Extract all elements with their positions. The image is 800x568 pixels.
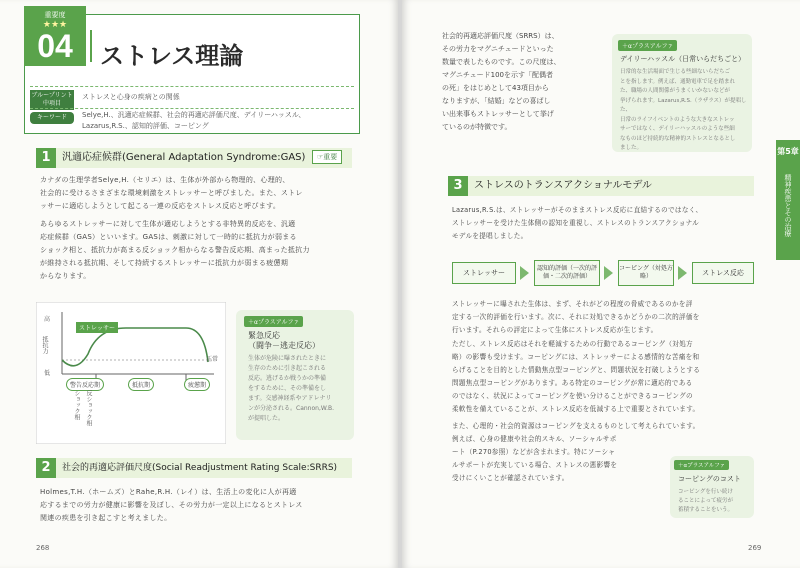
note-line: 生体が危険に曝されたときに xyxy=(248,355,327,362)
pointing-hand-icon: ☞ xyxy=(317,153,324,161)
text-line: モデルを提唱しました。 xyxy=(452,232,528,240)
page-number-right: 269 xyxy=(748,544,762,552)
note-line: サーではなく、デイリーハッスルのような些細 xyxy=(620,126,735,132)
note-line: なものほど持続的な精神的ストレスとなるとし xyxy=(620,135,736,142)
flow-arrow-icon xyxy=(604,266,613,280)
note-1-label: ＋αプラスアルファ xyxy=(244,316,303,327)
keywords-line-2: Lazarus,R.S.、認知的評価、コーピング xyxy=(82,122,209,130)
note-2-heading: デイリーハッスル（日常いらだちごと） xyxy=(620,55,746,63)
note-line: ました。 xyxy=(620,145,643,151)
note-line: 日常のライフイベントのような大きなストレッ xyxy=(620,116,735,123)
text-line: 応症候群（GAS）といいます。GASは、刺激に対して一時的に抵抗力が弱まる xyxy=(40,233,297,241)
phase-label: 抵抗期 xyxy=(128,378,154,391)
note-line: が提唱した。 xyxy=(248,415,285,422)
blueprint-text: ストレスと心身の疾病との関係 xyxy=(82,93,180,101)
important-badge-label: 重要 xyxy=(323,153,338,161)
section-2-paragraph xyxy=(40,486,352,525)
text-line: 柔軟性を備えていることが、ストレス反応を低減する上で重要とされています。 xyxy=(452,405,700,413)
note-line: コーピングを行い続け xyxy=(678,489,733,495)
chart-y-high: 高 xyxy=(44,316,51,323)
text-line: また、心理的・社会的資源はコーピングを支えるものとして考えられています。 xyxy=(452,422,700,430)
text-line: ッサーに適応しようとして起こる一連の反応をストレス反応と呼びます。 xyxy=(40,202,281,210)
flow-arrow-icon xyxy=(520,266,529,280)
text-line: 関連の疾患を引き起こすと考えました。 xyxy=(40,514,172,522)
phase-label: 疲憊期 xyxy=(184,378,210,391)
note-3-heading: コーピングのコスト xyxy=(678,475,741,483)
section-1-title: 汎適応症候群(General Adaptation Syndrome:GAS) xyxy=(62,152,306,163)
text-line: なりますが、「結婚」などの喜ばし xyxy=(442,97,551,105)
note-line: 日常的な生活場面で生じる些細ないらだちご xyxy=(620,69,731,75)
text-line: 定する一次的評価を行います。次に、それに対処できるかどうかの二次的評価を xyxy=(452,313,700,321)
note-line: をするために、その準備をし xyxy=(248,385,327,392)
side-chapter: 第5章 xyxy=(777,147,799,156)
note-2-body xyxy=(620,68,748,154)
side-chapter-title: 精神疾患とその治療 xyxy=(784,173,792,237)
note-3-label: ＋αプラスアルファ xyxy=(674,460,729,470)
section-2-number: 2 xyxy=(36,458,56,478)
text-line: 問題焦点型コーピングがあります。ある特定のコーピングが常に適応的である xyxy=(452,379,693,387)
subphase-label: 反ショック相 xyxy=(85,390,92,426)
flow-arrow-icon xyxy=(678,266,687,280)
chapter-number: 04 xyxy=(37,28,73,64)
page-title: ストレス理論 xyxy=(100,42,244,70)
chart-frame xyxy=(36,302,226,444)
section-1-paragraph-2 xyxy=(40,218,352,283)
section-3-paragraph-1 xyxy=(452,298,758,337)
keyword-tag: キーワード xyxy=(30,112,74,124)
text-line: ルサポートが充実している場合、ストレスの悪影響を xyxy=(452,461,618,469)
note-line: 挙げられます。Lazarus,R.S.（ラザラス）が提唱した、 xyxy=(620,97,747,113)
text-line: 応するまでの労力が健康に影響を及ぼし、その労力が一定以上になるとストレス xyxy=(40,501,303,509)
note-line: 蓄積することをいう。 xyxy=(678,507,734,513)
text-line: ただし、ストレス反応はそれを軽減するための行動であるコーピング（対処方 xyxy=(452,340,693,348)
flow-stressor: ストレッサー xyxy=(452,262,516,284)
section-3-title: ストレスのトランスアクショナルモデル xyxy=(474,180,652,191)
blueprint-tag: ブループリント中項目 xyxy=(30,90,74,110)
note-line: た、職場の人間関係がうまくいかないなどが xyxy=(620,88,731,94)
text-line: 略）の影響も受けます。コーピングには、ストレッサーによる感情的な苦痛を和 xyxy=(452,353,700,361)
text-line: が維持される抵抗期、そして持続するストレッサーに抵抗力が弱まる疲憊期 xyxy=(40,259,289,267)
page-number-left: 268 xyxy=(36,544,50,552)
section-1-number: 1 xyxy=(36,148,56,168)
chart-y-label: 抵抗力 xyxy=(41,336,48,354)
section-1-paragraph-1 xyxy=(40,174,352,213)
note-3-body xyxy=(678,488,750,515)
title-separator xyxy=(90,30,92,62)
text-line: い出来事もストレッサーとして挙げ xyxy=(442,110,554,118)
note-1-body xyxy=(248,354,352,424)
text-line: その労力をマグニチュードといった xyxy=(442,45,554,53)
note-line: 反応。逃げるか戦うかの準備 xyxy=(248,375,327,382)
note-1-subheading: （闘争－逃走反応） xyxy=(248,341,320,350)
section-3-intro xyxy=(452,204,758,243)
text-line: のではなく、状況によってコーピングを使い分けることができるコーピングの xyxy=(452,392,693,400)
text-line: あらゆるストレッサーに対して生体が適応しようとする非特異的反応を、汎適 xyxy=(40,220,296,228)
phase-label: 警告反応期 xyxy=(66,378,104,391)
text-line: 受けにくいことが確認されています。 xyxy=(452,474,569,482)
chart-normal-label: 正常 xyxy=(206,356,219,363)
section-2-title: 社会的再適応評価尺度(Social Readjustment Rating Scale:SRRS) xyxy=(62,463,338,473)
header-divider-2 xyxy=(30,108,354,109)
note-2-label: ＋αプラスアルファ xyxy=(618,40,677,51)
srrs-continued xyxy=(442,30,602,134)
flow-stress-response: ストレス反応 xyxy=(692,262,754,284)
header-divider xyxy=(30,86,354,87)
note-line: 生存のために引き起こされる xyxy=(248,365,327,372)
text-line: からなります。 xyxy=(40,272,91,280)
section-3-number: 3 xyxy=(448,176,468,196)
text-line: 例えば、心身の健康や社会的スキル、ソーシャルサポ xyxy=(452,435,617,443)
note-line: とを指します。例えば、通勤電車で足を踏まれ xyxy=(620,78,736,85)
note-line: ることによって疲労が xyxy=(678,498,734,504)
text-line: 数量で表したものです。この尺度は、 xyxy=(442,58,561,66)
text-line: カナダの生理学者Selye,H.（セリエ）は、生体が外部から物理的、心理的、 xyxy=(40,176,290,184)
text-line: ート（P.270参照）などが含まれます。特にソーシャ xyxy=(452,448,616,456)
text-line: 社会的再適応評価尺度（SRRS）は、 xyxy=(442,32,559,40)
text-line: ストレッサーを受けた生体側の認知を重視し、ストレスのトランスアクショナル xyxy=(452,219,700,227)
text-line: マグニチュード100を示す「配偶者 xyxy=(442,71,554,79)
text-line: ショック相と、抵抗力が高まる反ショック相からなる警告反応期、高まった抵抗力 xyxy=(40,246,310,254)
note-1-heading: 緊急反応 xyxy=(248,331,280,340)
text-line: ているのが特徴です。 xyxy=(442,123,512,131)
chart-y-low: 低 xyxy=(44,370,51,377)
text-line: 社会的に受けるさまざまな環境刺激をストレッサーと呼びました。また、ストレ xyxy=(40,189,303,197)
text-line: ストレッサーに曝された生体は、まず、それがどの程度の脅威であるのかを評 xyxy=(452,300,693,308)
importance-stars: ★★★ xyxy=(42,20,68,30)
importance-tab xyxy=(24,6,86,66)
text-line: Lazarus,R.S.は、ストレッサーがそのままストレス反応に直結するのではなく、 xyxy=(452,206,703,214)
left-page xyxy=(0,0,398,568)
text-line: の死」をはじめとして43項目から xyxy=(442,84,549,92)
keywords-line-1: Selye,H.、汎適応症候群、社会的再適応評価尺度、デイリーハッスル、 xyxy=(82,111,306,119)
subphase-label: ショック相 xyxy=(73,390,80,420)
text-line: らげることを目的とした情動焦点型コーピングと、問題状況を打破しようとする xyxy=(452,366,701,374)
text-line: Holmes,T.H.（ホームズ）とRahe,R.H.（レイ）は、生活上の変化に人が再適 xyxy=(40,488,297,496)
importance-label: 重要度 xyxy=(44,11,66,19)
important-badge xyxy=(312,150,342,164)
stressor-label: ストレッサー xyxy=(76,322,118,333)
section-3-paragraph-2 xyxy=(452,338,758,416)
note-line: ます。交感神経系やアドレナリ xyxy=(248,395,332,402)
note-line: ンが分泌される。Cannon,W.B. xyxy=(248,405,335,412)
flow-coping: コーピング（対処方略） xyxy=(618,260,674,286)
flow-appraisal: 認知的評価（一次的評価・二次的評価） xyxy=(534,260,600,286)
right-page xyxy=(402,0,800,568)
gas-chart xyxy=(36,302,226,444)
chapter-side-tab xyxy=(776,140,800,260)
text-line: 行います。それらの評定によって生体にストレス反応が生じます。 xyxy=(452,326,658,334)
